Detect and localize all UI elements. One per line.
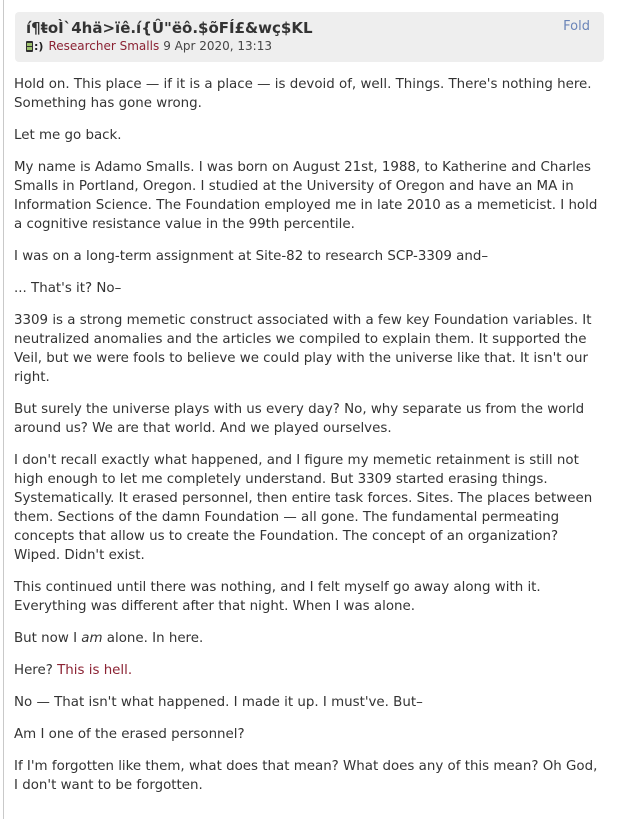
emphasis-text: am — [81, 631, 103, 646]
paragraph: ... That's it? No– — [14, 281, 122, 296]
thread-indent-line — [3, 0, 4, 819]
post-content — [14, 75, 604, 808]
post-title: í¶ŧoÌ`4hä>ïê.í{Û"ëô.$õFÍ£&wç$KL — [26, 19, 313, 37]
post-header — [15, 12, 604, 62]
post-meta — [26, 39, 272, 53]
karma-smiley-icon: :) — [34, 39, 44, 53]
paragraph — [14, 629, 604, 648]
paragraph: Hold on. This place — if it is a place — is devoid of, well. Things. There's nothing here. Something has gone wrong. — [14, 77, 592, 111]
paragraph-text: But now I — [14, 631, 82, 646]
paragraph: 3309 is a strong memetic construct associated with a few key Foundation variables. It neutralized anomalies and the articles we compiled to explain them. It supported the Veil, but we were fools to believe we could play with the universe like that. It isn't our right. — [14, 313, 592, 385]
paragraph: Let me go back. — [14, 128, 122, 143]
paragraph-text: Here? — [14, 663, 58, 678]
paragraph: But surely the universe plays with us every day? No, why separate us from the world around us? We are that world. And we played ourselves. — [14, 402, 585, 436]
paragraph: My name is Adamo Smalls. I was born on August 21st, 1988, to Katherine and Charles Smalls in Portland, Oregon. I studied at the University of Oregon and have an MA in Information Science. The Foundation employed me in late 2010 as a memeticist. I hold a cognitive resistance value in the 99th percentile. — [14, 160, 598, 232]
paragraph: No — That isn't what happened. I made it up. I must've. But– — [14, 695, 423, 710]
paragraph: I don't recall exactly what happened, and I figure my memetic retainment is still not high enough to let me completely understand. But 3309 started erasing things. Systematically. It erased personnel, then entire task forces. Sites. The places between them. Sections of the damn Foundation — all gone. The fundamental permeating concepts that allow us to create the Foundation. The concept of an organization? Wiped. Didn't exist. — [14, 453, 593, 563]
paragraph: This continued until there was nothing, and I felt myself go away along with it. Everything was different after that night. When I was alone. — [14, 580, 541, 614]
paragraph: If I'm forgotten like them, what does that mean? What does any of this mean? Oh God, I don't want to be forgotten. — [14, 759, 598, 793]
user-info-icon[interactable] — [26, 41, 33, 52]
author-link[interactable]: Researcher Smalls — [48, 39, 160, 53]
paragraph — [14, 661, 604, 680]
fold-button[interactable]: Fold — [563, 19, 590, 34]
hell-link[interactable]: This is hell. — [57, 663, 133, 678]
post-timestamp: 9 Apr 2020, 13:13 — [163, 39, 272, 53]
paragraph: Am I one of the erased personnel? — [14, 727, 245, 742]
paragraph-text: alone. In here. — [102, 631, 204, 646]
paragraph: I was on a long-term assignment at Site-82 to research SCP-3309 and– — [14, 249, 489, 264]
